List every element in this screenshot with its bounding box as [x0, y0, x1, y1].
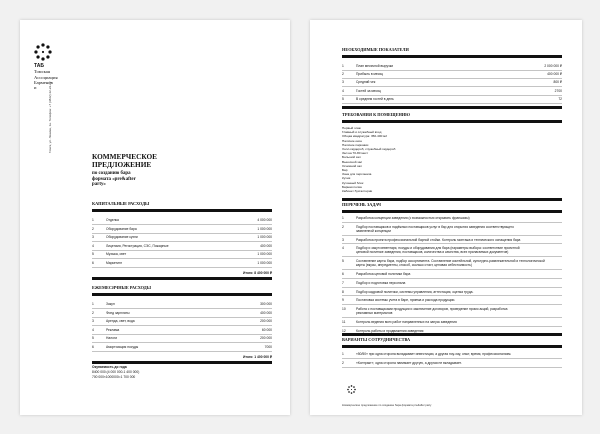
task-text: рекламных материалов: [356, 311, 393, 316]
table-row-divider: [92, 224, 272, 225]
table-row-divider: [92, 351, 272, 352]
monthly-row-num: 6: [92, 345, 94, 349]
table-row-divider: [92, 267, 272, 268]
table-row-divider: [92, 258, 272, 259]
monthly-row-label: Закуп: [106, 302, 115, 306]
task-text: карты (вкусы, ингредиенты, способ, сколько стоит, ценовая себестоимость): [356, 263, 472, 268]
task-num: 1: [342, 216, 344, 220]
capital-row-num: 3: [92, 235, 94, 240]
premises-item: Зона для персонала: [342, 172, 372, 177]
monthly-row-label: Налоги: [106, 336, 118, 341]
document-title: КОММЕРЧЕСКОЕ ПРЕДЛОЖЕНИЕ: [92, 152, 158, 169]
task-num: 8: [342, 289, 344, 294]
indicator-row-label: Средний чек: [356, 80, 376, 85]
capital-row-value: 4 000 000: [257, 218, 272, 222]
task-text: Разработка концепции заведения (с возможностью открывать франшизы): [356, 216, 470, 220]
capital-row-label: Оборудование кухни: [106, 235, 138, 240]
task-text: Работа с поставщиками продукции и заключение договоров, проведение промо акций, разработка: [356, 307, 508, 312]
monthly-row-label: Амортизация посуды: [106, 345, 139, 349]
task-text: Подбор и закуп инвентаря, посуды и оборудования для бара (параметры выбора: соответствие проектной: [356, 246, 520, 251]
task-divider: [342, 256, 562, 257]
section-bar: [342, 120, 562, 123]
capital-row-num: 2: [92, 226, 94, 231]
section-title-monthly: ЕЖЕМЕСЯЧНЫЕ РАСХОДЫ: [92, 285, 151, 290]
document-subtitle: по созданию бара формата «pre&after party»: [92, 171, 136, 188]
task-divider: [342, 295, 562, 296]
capital-row-value: 1 000 000: [257, 235, 272, 240]
section-title-capital: КАПИТАЛЬНЫЕ РАСХОДЫ: [92, 201, 150, 206]
indicator-row-num: 4: [342, 88, 344, 93]
monthly-row-label: Фонд зарплаты: [106, 310, 130, 315]
indicator-row-num: 1: [342, 64, 344, 68]
indicator-row-num: 3: [342, 80, 344, 85]
task-num: 9: [342, 298, 344, 303]
indicator-row-label: В среднем гостей в день: [356, 96, 394, 101]
task-num: 7: [342, 280, 344, 285]
monthly-row-num: 5: [92, 336, 94, 341]
section-bar: [342, 198, 562, 201]
premises-item: Холл-гардероб, служебный гардероб: [342, 147, 396, 151]
premises-item: Кабинет бухгалтерии: [342, 189, 373, 193]
monthly-total: Итого: 1 400 000 ₽: [243, 355, 272, 359]
table-row-divider: [92, 250, 272, 251]
brand-block: [34, 63, 58, 90]
capital-row-label: Лицензия, Регистрация, СЭС, Пожарные: [106, 243, 169, 248]
brand-abbr: ТАБ: [34, 63, 44, 69]
table-row-divider: [92, 317, 272, 318]
section-bar: [342, 333, 562, 336]
premises-item: Кухня: [342, 176, 351, 181]
task-text: Подбор и подготовка персонала: [356, 280, 406, 285]
section-title-tasks: ПЕРЕЧЕНЬ ЗАДАЧ: [342, 202, 381, 207]
task-divider: [342, 243, 562, 244]
monthly-row-value: 60 000: [261, 327, 272, 332]
section-bar: [92, 361, 272, 364]
task-divider: [342, 326, 562, 327]
task-text: заявленной концепции: [356, 228, 391, 233]
task-divider: [342, 317, 562, 318]
option-divider: [342, 367, 562, 368]
table-row-divider: [92, 334, 272, 335]
task-text: Постановка системы учета в баре, приема и расхода продукции.: [356, 298, 456, 303]
section-title-indicators: НЕОБХОДИМЫЕ ПОКАЗАТЕЛИ: [342, 47, 409, 52]
task-num: 10: [342, 307, 346, 312]
monthly-row-value: 7000: [264, 345, 272, 349]
premises-item: Большой зал: [342, 155, 361, 160]
section-title-premises: ТРЕБОВАНИЯ К ПОМЕЩЕНИЮ: [342, 112, 410, 117]
table-row-divider: [342, 95, 562, 96]
task-divider: [342, 235, 562, 236]
capital-row-num: 4: [92, 243, 94, 248]
section-bar: [342, 210, 562, 213]
task-text: Составление карты бара, подбор ассортимента. Составление коктейльной, культурно-развлекательной и технологической: [356, 259, 545, 264]
indicator-row-label: Прибыль в месяц: [356, 72, 383, 77]
brand-line: Барменов: [34, 79, 53, 85]
capital-row-value: 1 000 000: [257, 252, 272, 257]
task-divider: [342, 269, 562, 270]
option-text: «50/50» при одна сторона вкладывает инвестиции, а другая ноу-хау, опыт, время, профессионализм.: [356, 352, 512, 356]
brand-line: Ассоциация: [34, 74, 58, 80]
capital-row-value: 1 000 000: [257, 226, 272, 231]
table-row-divider: [92, 325, 272, 326]
capital-row-label: Музыка, свет: [106, 252, 127, 257]
table-row-divider: [342, 70, 562, 71]
task-num: 3: [342, 237, 344, 242]
option-text: «Контракт», одна сторона нанимает другую, а другая не вкладывает.: [356, 361, 462, 365]
table-row-divider: [92, 308, 272, 309]
task-num: 5: [342, 259, 344, 264]
premises-item: Выносной зал: [342, 159, 363, 164]
flower-logo-icon: [34, 43, 52, 61]
task-num: 4: [342, 246, 344, 251]
section-bar: [342, 55, 562, 58]
indicator-row-value: 2700: [554, 88, 562, 93]
premises-item: Наличие парковки: [342, 142, 369, 147]
option-divider: [342, 358, 562, 359]
premises-item: Основной зал: [342, 163, 362, 168]
task-text: Разработка проекта профессиональной барной стойки. Контроль монтажа и технического оснащения бара: [356, 237, 521, 242]
premises-item: Кухонный блок: [342, 180, 364, 185]
task-divider: [342, 287, 562, 288]
monthly-row-value: 200 000: [260, 336, 272, 341]
indicator-row-value: 72: [558, 96, 562, 101]
section-bar: [342, 106, 562, 109]
indicator-row-value: 2 000 000 ₽: [544, 64, 562, 68]
premises-item: Бар: [342, 168, 348, 172]
premises-item: Наличие окон: [342, 138, 362, 143]
capital-row-num: 6: [92, 261, 94, 265]
payback-title: Окупаемость до года: [92, 365, 127, 369]
table-row-divider: [342, 86, 562, 87]
indicator-row-label: Гостей за месяц: [356, 88, 381, 93]
monthly-row-num: 3: [92, 319, 94, 324]
task-text: Контроль ведения всех работ направленных на запуск заведения: [356, 320, 457, 324]
monthly-row-num: 4: [92, 327, 94, 332]
premises-item: Зал на 70-80 мест: [342, 151, 369, 156]
indicator-row-value: 400 000 ₽: [547, 72, 562, 77]
brand-line: Томская: [34, 69, 50, 75]
table-row-divider: [342, 103, 562, 104]
monthly-row-value: 300 000: [260, 302, 272, 306]
capital-row-value: 1 000 000: [257, 261, 272, 265]
vertical-contact: Томск, ул. Ленина, 1а. Телефон: +7 (3822) 22-22-22: [48, 81, 52, 153]
table-row-divider: [92, 342, 272, 343]
task-text: Подбор поставщиков и надёжных поставщиков услуг в бар для открытия заведения соответствующего: [356, 224, 514, 229]
premises-item: Главный и служебный вход: [342, 130, 382, 135]
right-page: [310, 20, 582, 415]
monthly-row-value: 200 000: [260, 319, 272, 324]
monthly-row-num: 2: [92, 310, 94, 315]
premises-item: Общая квадратура: 350-400 м2: [342, 134, 388, 139]
task-divider: [342, 222, 562, 223]
capital-row-label: Маркетинг: [106, 261, 123, 265]
capital-row-value: 400 000: [260, 243, 272, 248]
section-bar: [92, 277, 272, 280]
monthly-row-num: 1: [92, 302, 94, 306]
option-num: 2: [342, 361, 344, 365]
capital-row-num: 5: [92, 252, 94, 257]
indicator-row-value: 800 ₽: [553, 80, 562, 85]
section-bar: [342, 345, 562, 348]
option-num: 1: [342, 352, 344, 356]
task-text: Разработка ценовой политики бара: [356, 272, 411, 276]
monthly-row-label: Аренда, свет, вода: [106, 319, 135, 324]
table-row-divider: [342, 78, 562, 79]
left-page: [20, 20, 290, 415]
section-bar: [92, 293, 272, 296]
table-row-divider: [92, 241, 272, 242]
monthly-row-value: 400 000: [260, 310, 272, 315]
indicator-row-num: 2: [342, 72, 344, 77]
premises-item: Барная полка: [342, 184, 362, 189]
monthly-row-label: Реклама: [106, 327, 120, 332]
task-text: ценовой политике заведения, поставщиков, количества и качества, всех прилагаемых документов): [356, 250, 509, 255]
capital-row-num: 1: [92, 218, 94, 222]
indicator-row-label: План месячной выручки: [356, 64, 394, 68]
payback-line: 8400 000:(4 000 000-1 400 000): [92, 370, 140, 374]
capital-row-label: Оборудование бара: [106, 226, 137, 231]
capital-total: Итого: 8 400 000 ₽: [243, 271, 272, 275]
task-text: Контроль работы и продвижения заведения: [356, 328, 424, 333]
task-divider: [342, 278, 562, 279]
brand-line: и: [34, 85, 37, 91]
task-num: 12: [342, 328, 346, 333]
capital-row-label: Отделка: [106, 218, 119, 222]
task-num: 2: [342, 224, 344, 229]
payback-line: 700 000×1000000=1 700 000: [92, 375, 136, 379]
indicator-row-num: 5: [342, 96, 344, 101]
task-num: 6: [342, 272, 344, 276]
flower-logo-icon: [347, 385, 356, 394]
premises-item: Первый этаж: [342, 126, 361, 130]
task-divider: [342, 304, 562, 305]
footer-note: Коммерческое предложение по созданию бара формата pre&after party: [342, 404, 432, 407]
section-bar: [92, 209, 272, 212]
table-row-divider: [92, 233, 272, 234]
task-text: Подбор кадровой политики, системы управления, аттестация, оценка труда.: [356, 289, 474, 294]
section-title-options: ВАРИАНТЫ СОТРУДНИЧЕСТВА: [342, 337, 411, 342]
task-num: 11: [342, 320, 346, 324]
